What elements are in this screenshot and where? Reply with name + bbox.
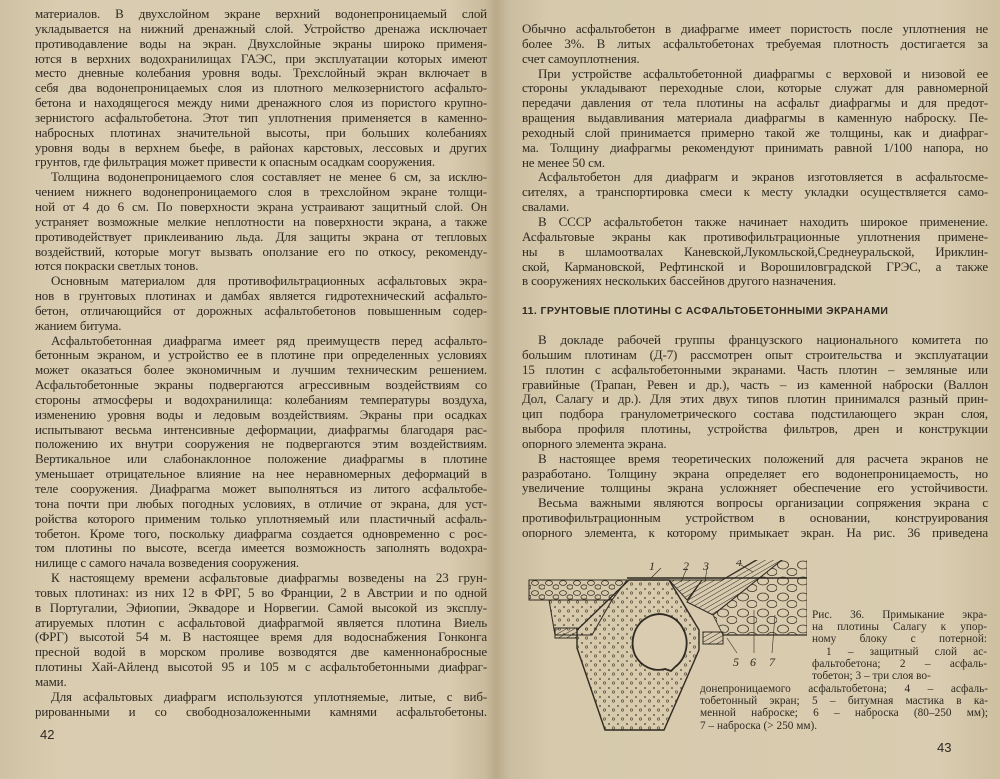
text-line: гравийные (Трапан, Ревен и др.), часть – из каменной наброски (Валлон <box>522 376 988 392</box>
text-line: нов в грунтовых плотинах и дамбах является гидротехнический асфальто- <box>35 288 487 304</box>
paragraph <box>522 22 988 67</box>
paragraph <box>35 334 487 572</box>
text-line: сителях, а транспортировка смеси к месту укладки осуществляется само- <box>522 184 988 200</box>
figure-caption-wide <box>700 683 988 732</box>
text-line: уровня воды в верхнем бьефе, в районах карстовых, лессовых и других <box>35 139 487 155</box>
text-line: в сооружениях нескольких бассейнов другого назначения. <box>522 273 837 289</box>
paragraph <box>522 496 988 541</box>
text-line: (ФРГ) высотой 54 м. В настоящее время для водоснабжения Гонконга <box>35 629 487 645</box>
text-line: уменьшает отрицательное влияние на нее неравномерных деформаций в <box>35 466 487 482</box>
paragraph <box>35 571 487 690</box>
text-line: положению их внутри сооружения не подвергаются этим воздействиям. <box>35 436 487 452</box>
text-line: реходный слой принимается примерно такой же толщины, как и диафраг- <box>522 124 988 140</box>
text-line: Дол, Салагу и др.). Для этих двух типов плотин принимался разный прин- <box>522 391 988 407</box>
text-line: передачи давления от тела плотины на асфальт диафрагмы и для предот- <box>522 95 988 111</box>
text-line: рированными и со свободнозаложенными камнями асфальтобетоны. <box>35 703 487 719</box>
text-line: грунтов, где фильтрация может привести к опасным осадкам сооружения. <box>35 154 435 170</box>
caption-line: тобетон; 3 – три слоя во- <box>812 669 931 682</box>
text-line: в Португалии, Эфиопии, Эквадоре и Норвегии. Самой высокой из эксплу- <box>35 599 487 615</box>
figure-caption-narrow <box>812 609 987 682</box>
text-line: вращения выдавливания материала диафрагмы в каменную наброску. Пе- <box>522 110 988 126</box>
paragraph <box>522 452 988 497</box>
text-line: Основным материалом для противофильтрационных асфальтовых экра- <box>51 273 487 289</box>
paragraph <box>522 215 988 289</box>
text-line: тона почти при любых погодных условиях, в отличие от экрана, для уст- <box>35 495 487 511</box>
text-line: бетона и находящегося между ними дренажного слоя из пористого крупно- <box>35 95 487 111</box>
text-line: теле сооружения. Диафрагма может выполняться из литого асфальтобе- <box>35 481 487 496</box>
figure-label-7: 7 <box>769 655 775 669</box>
figure-label-3: 3 <box>703 560 709 573</box>
paragraph <box>522 67 988 171</box>
text-line: место дневные колебания уровня воды. Трехслойный экран включает в <box>35 65 487 81</box>
text-line: противодействует приклеиванию льда. Для защиты экрана от тепловых <box>35 228 487 244</box>
text-line: Для асфальтовых диафрагм используются уплотняемые, литые, с виб- <box>51 688 487 704</box>
text-line: Асфальтобетон для диафрагм и экранов изготовляется в асфальтосме- <box>538 169 988 185</box>
caption-line: 1 – защитный слой ас- <box>826 645 987 658</box>
text-line: стороны укладывают переходные слои, которые служат для равномерной <box>522 80 988 96</box>
text-line: Вертикальное или слабонаклонное положение диафрагмы в плотине <box>35 451 487 467</box>
figure-label-2: 2 <box>683 560 689 573</box>
text-line: жанием битума. <box>35 317 122 333</box>
paragraph <box>35 274 487 333</box>
text-line: том плотины по высоте, всегда имеется возможность заполнять водохра- <box>35 540 487 556</box>
text-line: более 3%. В литых асфальтобетонах требуемая плотность достигается за <box>522 35 988 51</box>
text-line: В СССР асфальтобетон также начинает находить широкое применение. <box>538 213 988 229</box>
paragraph <box>35 7 487 170</box>
text-line: устраняет возможные мелкие неплотности на поверхности экрана, а также <box>35 213 487 229</box>
right-page-text-bottom <box>522 333 988 541</box>
figure-label-6: 6 <box>750 655 756 669</box>
text-line: противодавление воды на экран. Двухслойные экраны широко применя- <box>35 35 487 51</box>
text-line: тобетон. Кроме того, поскольку диафрагма создается одновременно с рос- <box>35 525 487 541</box>
text-line: бетонным экраном, и устройство ее в плотине при определенных условиях <box>35 347 487 363</box>
caption-line: фальтобетона; 2 – асфаль- <box>812 657 987 670</box>
caption-line: ному блоку с потерной: <box>812 633 987 646</box>
section-heading: 11. ГРУНТОВЫЕ ПЛОТИНЫ С АСФАЛЬТОБЕТОННЫМИ ЭКРАНАМИ <box>522 305 889 317</box>
text-line: изменению уровня воды и ледовым воздействиям. Экраны при осадках <box>35 406 487 422</box>
text-line: Весьма важными являются вопросы организации сопряжения экрана с <box>538 495 988 511</box>
text-line: укладывается на нижний дренажный слой. Устройство дренажа исключает <box>35 20 487 36</box>
right-page-text-top <box>522 22 988 289</box>
text-line: может оказаться более экономичным и лучшим техническим решением. <box>35 362 487 378</box>
text-line: противофильтрационным устройством в основании, конструирования <box>522 510 988 526</box>
text-line: 15 плотин с асфальтобетонными экранами. Часть плотин – земляные или <box>522 361 988 377</box>
caption-line: Рис. 36. Примыкание экра- <box>812 609 987 621</box>
text-line: бетон, отличающийся от дорожных асфальтобетонов повышенным содер- <box>35 302 487 318</box>
text-line: ройства которого применим только уплотняемый или пластичный асфаль- <box>35 510 487 526</box>
text-line: атируемых плотин с асфальтовой диафрагмой является плотина Виель <box>35 614 487 630</box>
text-line: При устройстве асфальтобетонной диафрагмы с верховой и низовой ее <box>538 65 988 81</box>
caption-line: тобетонный экран; 5 – битумная мастика в ка- <box>700 695 988 708</box>
text-line: воздействий, которые могут вызвать оползание его по откосу, рекоменду- <box>35 243 487 259</box>
text-line: разработано. Толщину экрана определяет его водонепроницаемость, но <box>522 465 988 481</box>
paragraph <box>35 690 487 720</box>
text-line: ны в шламоотвалах Каневской,Лукомльской,Среднеуральской, Ириклин- <box>522 243 988 259</box>
paragraph <box>522 170 988 215</box>
text-line: чением нижнего водонепроницаемого слоя в трехслойном экране толщи- <box>35 184 487 200</box>
left-page-text <box>35 7 487 720</box>
text-line: ются в верхних водохранилищах ГАЭС, при эксплуатации которых имеют <box>35 50 487 66</box>
text-line: пресной водой в морском проливе возводятся две каменнонабросные <box>35 644 487 660</box>
page-number-right: 43 <box>937 740 952 755</box>
paragraph <box>35 170 487 274</box>
text-line: плотины Хай-Айленд высотой 95 и 105 м с асфальтобетонными диафраг- <box>35 659 487 675</box>
text-line: Асфальтобетонные экраны подвергаются агрессивным воздействиям со <box>35 377 487 393</box>
text-line: выбора профиля плотины, устройства фильтров, дрен и конструкции <box>522 421 988 437</box>
text-line: ются покраски светлых тонов. <box>35 258 199 274</box>
text-line: Асфальтовые экраны как противофильтрационные уплотнения примене- <box>522 228 988 244</box>
figure-label-4: 4 <box>736 560 742 569</box>
text-line: товых плотинах: из них 12 в ФРГ, 5 во Франции, 2 в Австрии и по одной <box>35 584 487 600</box>
text-line: ской, Кармановской, Рефтинской и Ворошиловградской ГРЭС, а также <box>522 258 988 274</box>
figure-label-1: 1 <box>649 560 655 573</box>
text-line: ной от 4 до 6 см. По поверхности экрана устраивают защитный слой. Он <box>35 198 487 214</box>
caption-line: менной наброске; 6 – наброска (80–250 мм); <box>700 707 988 720</box>
text-line: увеличение толщины экрана усложняет обеспечение его устойчивости. <box>522 480 988 496</box>
text-line: Обычно асфальтобетон в диафрагме имеет пористость после уплотнения не <box>522 21 988 36</box>
text-line: цип подбора гранулометрического состава подстилающего экран слоя, <box>522 406 988 422</box>
text-line: набросных плотинах значительной высоты, при больших колебаниях <box>35 124 487 140</box>
text-line: Толщина водонепроницаемого слоя составляет не менее 6 см, за исклю- <box>51 169 487 185</box>
text-line: испытывают весьма интенсивные деформации, диафрагмы благодаря рас- <box>35 421 487 437</box>
text-line: К настоящему времени асфальтовые диафрагмы возведены на 23 грун- <box>51 570 487 586</box>
figure-label-5: 5 <box>733 655 739 669</box>
text-line: опорного элемента экрана. <box>522 435 667 451</box>
text-line: опорного элемента, к которому примыкает экран. На рис. 36 приведена <box>522 524 988 540</box>
text-line: Асфальтобетонная диафрагма имеет ряд преимуществ перед асфальто- <box>51 332 487 348</box>
text-line: не менее 50 см. <box>522 154 605 170</box>
text-line: стороны атмосферы и водохранилища: колебаниям температуры воздуха, <box>35 391 487 407</box>
caption-line: донепроницаемого асфальтобетона; 4 – асфаль- <box>700 683 988 695</box>
text-line: мами. <box>35 673 67 689</box>
text-line: нилище с самого начала возведения сооружения. <box>35 555 300 571</box>
text-line: счет самоуплотнения. <box>522 50 640 66</box>
caption-line: 7 – наброска (> 250 мм). <box>700 719 818 732</box>
page-number-left: 42 <box>40 727 55 742</box>
text-line: свалами. <box>522 199 570 215</box>
text-line: В настоящее время теоретических положений для расчета экранов не <box>538 450 988 466</box>
text-line: зернистого асфальтобетона. Этот тип уплотнения применяется в каменно- <box>35 109 487 125</box>
text-line: В докладе рабочей группы французского национального комитета по <box>538 332 988 347</box>
caption-line: на плотины Салагу к упор- <box>812 621 987 634</box>
text-line: себя два водонепроницаемых слоя из плотного мелкозернистого асфальто- <box>35 80 487 96</box>
text-line: материалов. В двухслойном экране верхний водонепроницаемый слой <box>35 6 487 21</box>
paragraph <box>522 333 988 452</box>
text-line: ма. Толщину диафрагмы рекомендуют принимать равной 1/100 напора, но <box>522 139 988 155</box>
text-line: большим плотинам (Д-7) рассмотрен опыт строительства и эксплуатации <box>522 346 988 362</box>
